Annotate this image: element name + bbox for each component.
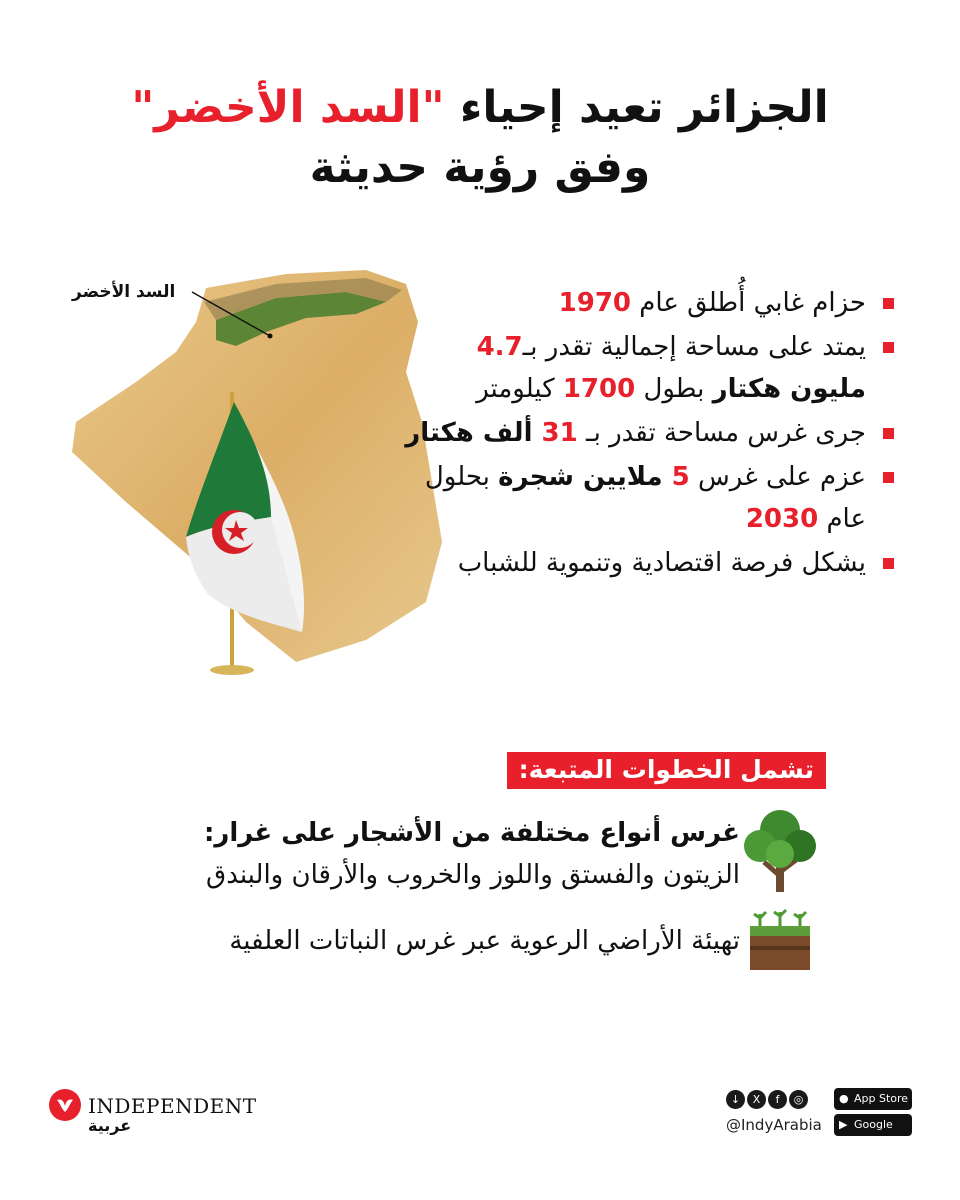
step1-title: غرس أنواع مختلفة من الأشجار على غرار:	[203, 818, 740, 848]
title-line-1	[0, 78, 960, 138]
independent-logo-icon	[48, 1088, 82, 1122]
title-line-2: وفق رؤية حديثة	[309, 142, 651, 193]
list-item: جرى غرس مساحة تقدر بـ 31 ألف هكتار	[396, 412, 896, 454]
bullet-square-icon	[883, 298, 894, 309]
brand-name-arabic: عربية	[88, 1116, 132, 1135]
bullet-square-icon	[883, 558, 894, 569]
title-text: الجزائر تعيد إحياء	[444, 82, 829, 133]
step-item: تهيئة الأراضي الرعوية عبر غرس النباتات العلفية	[229, 926, 740, 956]
bullet-square-icon	[883, 342, 894, 353]
soil-seedlings-icon	[746, 906, 814, 972]
social-icons	[726, 1088, 810, 1109]
download-icon[interactable]: ↓	[726, 1090, 745, 1109]
tree-icon	[740, 806, 820, 896]
steps-heading: تشمل الخطوات المتبعة:	[507, 752, 826, 789]
apple-icon: ●	[839, 1092, 849, 1105]
bullet-square-icon	[883, 472, 894, 483]
app-store-badge[interactable]: ● App Store	[834, 1088, 912, 1110]
list-item: عزم على غرس 5 ملايين شجرة بحلول عام 2030	[396, 456, 896, 540]
play-icon: ▶	[839, 1118, 848, 1131]
brand-name: INDEPENDENT	[88, 1094, 257, 1118]
instagram-icon[interactable]: ◎	[789, 1090, 808, 1109]
title-highlight: "السد الأخضر"	[131, 82, 445, 133]
bullet-square-icon	[883, 428, 894, 439]
map-label: السد الأخضر	[72, 282, 176, 302]
x-icon[interactable]: X	[747, 1090, 766, 1109]
list-item: حزام غابي أُطلق عام 1970	[396, 282, 896, 324]
google-play-badge[interactable]: ▶ Google Play	[834, 1114, 912, 1136]
step-item	[100, 812, 740, 896]
step1-body: الزيتون والفستق واللوز والخروب والأرقان والبندق	[206, 860, 740, 890]
list-item: يمتد على مساحة إجمالية تقدر بـ4.7 مليون هكتار بطول 1700 كيلومتر	[396, 326, 896, 410]
list-item: يشكل فرصة اقتصادية وتنموية للشباب	[396, 542, 896, 584]
facts-list	[396, 282, 896, 586]
facebook-icon[interactable]: f	[768, 1090, 787, 1109]
page-title	[0, 78, 960, 198]
social-handle[interactable]: @IndyArabia	[726, 1116, 822, 1134]
